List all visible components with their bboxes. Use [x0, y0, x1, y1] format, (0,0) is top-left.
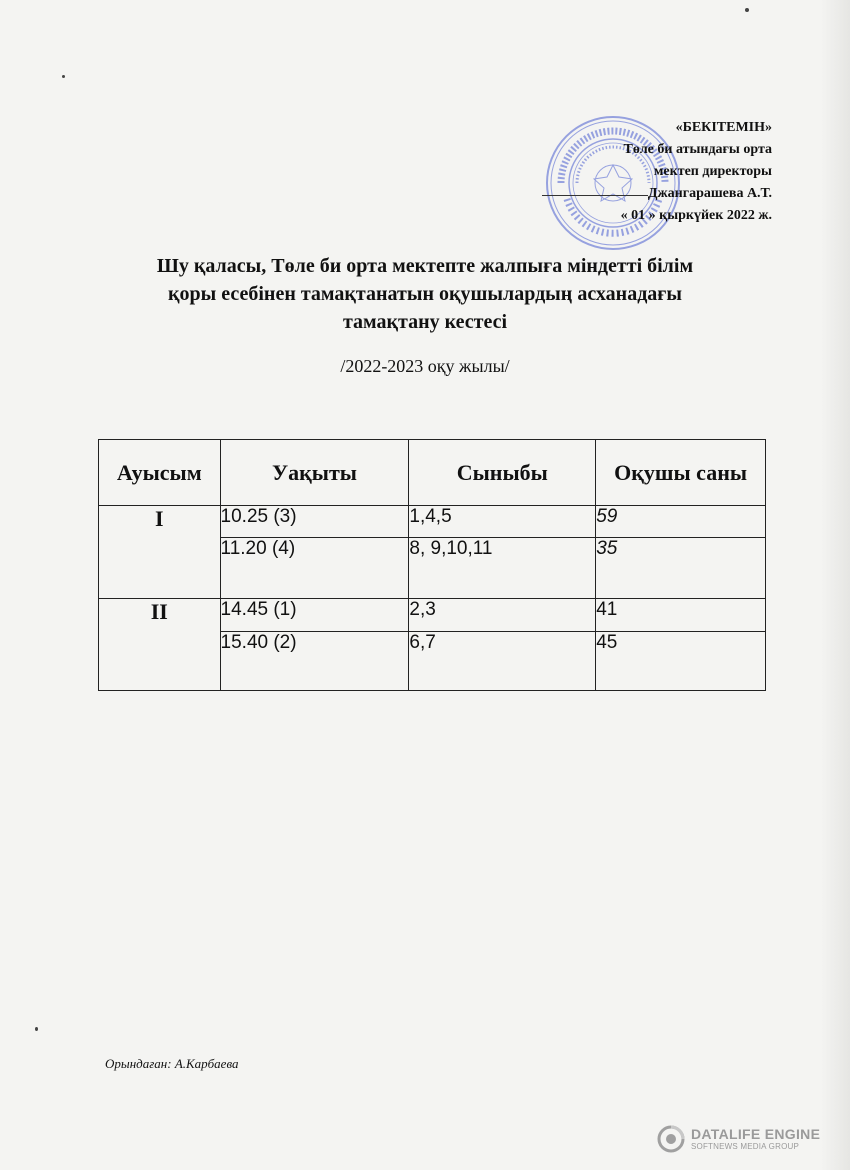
class-cell: 8, 9,10,11 [409, 538, 596, 599]
table-row [99, 506, 766, 538]
approval-date: « 01 » қыркүйек 2022 ж. [620, 208, 772, 223]
table-header-row [99, 440, 766, 506]
datalife-logo-icon [657, 1125, 685, 1153]
count-cell: 41 [596, 599, 766, 632]
scan-speck [745, 8, 749, 12]
approval-school: Төле би атындағы орта [623, 142, 772, 157]
academic-year: /2022-2023 оқу жылы/ [340, 356, 510, 376]
header-shift: Ауысым [99, 440, 221, 506]
document-title [100, 252, 750, 336]
scan-speck [35, 1027, 38, 1031]
approval-heading: «БЕКІТЕМІН» [675, 120, 772, 135]
title-line: Шу қаласы, Төле би орта мектепте жалпыға міндетті білім [156, 255, 694, 277]
approval-position: мектеп директоры [653, 164, 772, 179]
prepared-by: Орындаған: А.Карбаева [105, 1056, 239, 1071]
approval-director-name: Джангарашева А.Т. [647, 186, 772, 201]
shift-cell: II [99, 599, 221, 691]
time-cell: 15.40 (2) [220, 632, 409, 691]
header-student-count: Оқушы саны [596, 440, 766, 506]
time-cell: 10.25 (3) [220, 506, 409, 538]
header-class: Сыныбы [409, 440, 596, 506]
scan-speck [62, 75, 65, 78]
title-line: тамақтану кестесі [342, 311, 508, 333]
meal-schedule-table [98, 439, 766, 691]
watermark-title: DATALIFE ENGINE [691, 1125, 821, 1142]
table-row [99, 599, 766, 632]
count-cell: 45 [596, 632, 766, 691]
class-cell: 6,7 [409, 632, 596, 691]
count-cell: 35 [596, 538, 766, 599]
time-cell: 14.45 (1) [220, 599, 409, 632]
time-cell: 11.20 (4) [220, 538, 409, 599]
scan-edge-shadow [820, 0, 850, 1170]
count-cell: 59 [596, 506, 766, 538]
header-time: Уақыты [220, 440, 409, 506]
watermark-subtitle: SOFTNEWS MEDIA GROUP [691, 1141, 800, 1151]
class-cell: 1,4,5 [409, 506, 596, 538]
title-line: қоры есебінен тамақтанатын оқушылардың асханадағы [167, 283, 683, 305]
approval-block [621, 117, 772, 227]
signature-line [542, 195, 648, 196]
class-cell: 2,3 [409, 599, 596, 632]
site-watermark[interactable] [657, 1125, 820, 1153]
shift-cell: I [99, 506, 221, 599]
